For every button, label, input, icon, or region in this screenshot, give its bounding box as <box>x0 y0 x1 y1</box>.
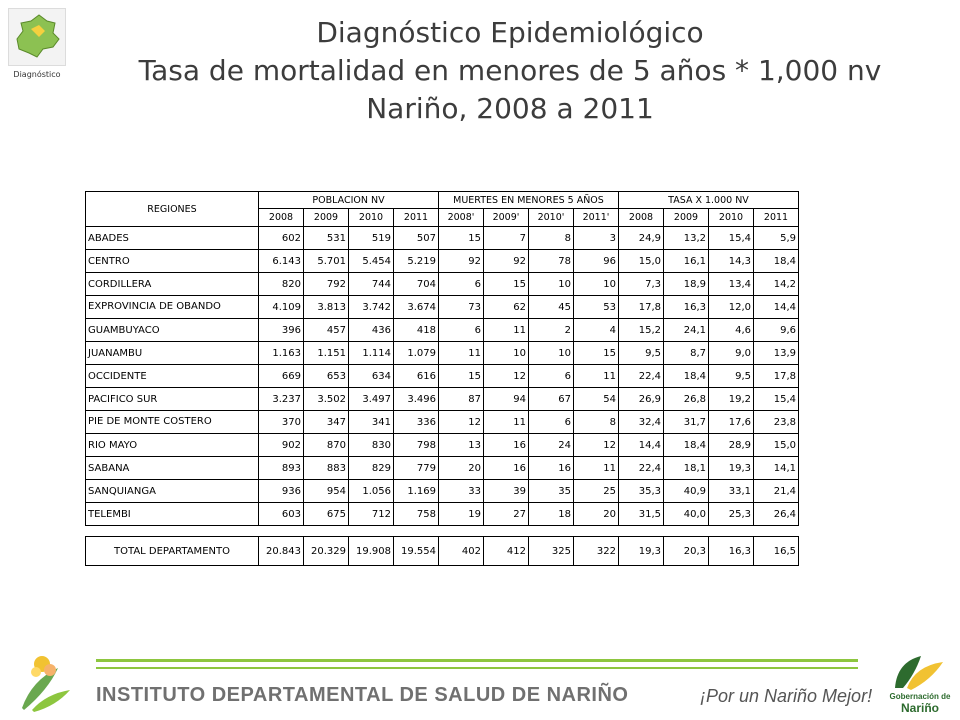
region-name: TELEMBI <box>86 503 259 526</box>
poblacion-cell: 418 <box>394 319 439 342</box>
muertes-cell: 20 <box>574 503 619 526</box>
muertes-cell: 402 <box>439 537 484 566</box>
poblacion-cell: 436 <box>349 319 394 342</box>
poblacion-cell: 5.454 <box>349 250 394 273</box>
poblacion-cell: 5.219 <box>394 250 439 273</box>
region-name: GUAMBUYACO <box>86 319 259 342</box>
tasa-cell: 15,0 <box>754 434 799 457</box>
poblacion-cell: 3.674 <box>394 296 439 319</box>
muertes-cell: 20 <box>439 457 484 480</box>
tasa-cell: 16,3 <box>664 296 709 319</box>
year-header: 2010' <box>529 209 574 227</box>
region-name: TOTAL DEPARTAMENTO <box>86 537 259 566</box>
footer-divider-1 <box>96 659 858 662</box>
muertes-cell: 24 <box>529 434 574 457</box>
muertes-cell: 6 <box>439 273 484 296</box>
tasa-cell: 32,4 <box>619 411 664 434</box>
muertes-cell: 45 <box>529 296 574 319</box>
muertes-cell: 92 <box>484 250 529 273</box>
year-header: 2011 <box>754 209 799 227</box>
table-row <box>86 457 799 480</box>
tasa-cell: 22,4 <box>619 365 664 388</box>
region-name: SANQUIANGA <box>86 480 259 503</box>
tasa-cell: 21,4 <box>754 480 799 503</box>
poblacion-cell: 902 <box>259 434 304 457</box>
tasa-cell: 33,1 <box>709 480 754 503</box>
tasa-cell: 23,8 <box>754 411 799 434</box>
muertes-cell: 7 <box>484 227 529 250</box>
region-name: PACIFICO SUR <box>86 388 259 411</box>
tasa-cell: 15,4 <box>709 227 754 250</box>
muertes-cell: 19 <box>439 503 484 526</box>
tasa-cell: 9,5 <box>709 365 754 388</box>
table-row <box>86 227 799 250</box>
tasa-cell: 9,5 <box>619 342 664 365</box>
tasa-cell: 16,1 <box>664 250 709 273</box>
muertes-cell: 35 <box>529 480 574 503</box>
poblacion-cell: 507 <box>394 227 439 250</box>
tasa-cell: 13,4 <box>709 273 754 296</box>
tasa-cell: 13,2 <box>664 227 709 250</box>
tasa-cell: 17,6 <box>709 411 754 434</box>
muertes-cell: 6 <box>529 411 574 434</box>
year-header: 2009' <box>484 209 529 227</box>
muertes-cell: 15 <box>574 342 619 365</box>
poblacion-cell: 370 <box>259 411 304 434</box>
poblacion-cell: 893 <box>259 457 304 480</box>
tasa-cell: 26,8 <box>664 388 709 411</box>
tasa-cell: 14,4 <box>754 296 799 319</box>
poblacion-cell: 3.502 <box>304 388 349 411</box>
institution-name: INSTITUTO DEPARTAMENTAL DE SALUD DE NARIÑO <box>96 684 629 706</box>
table-row <box>86 503 799 526</box>
tasa-cell: 24,1 <box>664 319 709 342</box>
muertes-cell: 73 <box>439 296 484 319</box>
tasa-cell: 7,3 <box>619 273 664 296</box>
poblacion-cell: 5.701 <box>304 250 349 273</box>
poblacion-cell: 519 <box>349 227 394 250</box>
table-row <box>86 434 799 457</box>
tasa-cell: 20,3 <box>664 537 709 566</box>
muertes-cell: 11 <box>484 319 529 342</box>
tasa-cell: 12,0 <box>709 296 754 319</box>
poblacion-cell: 20.843 <box>259 537 304 566</box>
header-tasa: TASA X 1.000 NV <box>619 192 799 209</box>
tasa-cell: 19,3 <box>619 537 664 566</box>
tasa-cell: 9,0 <box>709 342 754 365</box>
poblacion-cell: 531 <box>304 227 349 250</box>
tasa-cell: 31,5 <box>619 503 664 526</box>
muertes-cell: 10 <box>484 342 529 365</box>
region-name: CORDILLERA <box>86 273 259 296</box>
tasa-cell: 22,4 <box>619 457 664 480</box>
tasa-cell: 19,3 <box>709 457 754 480</box>
table-group-header-row <box>86 192 799 209</box>
tasa-cell: 14,2 <box>754 273 799 296</box>
gobernacion-line-1: Gobernación de <box>889 692 951 701</box>
muertes-cell: 12 <box>574 434 619 457</box>
muertes-cell: 11 <box>439 342 484 365</box>
tasa-cell: 19,2 <box>709 388 754 411</box>
year-header: 2008 <box>259 209 304 227</box>
muertes-cell: 6 <box>439 319 484 342</box>
muertes-cell: 27 <box>484 503 529 526</box>
tasa-cell: 18,4 <box>754 250 799 273</box>
poblacion-cell: 1.169 <box>394 480 439 503</box>
tasa-cell: 17,8 <box>619 296 664 319</box>
logo-caption: Diagnóstico <box>13 70 61 79</box>
header-muertes: MUERTES EN MENORES 5 AÑOS <box>439 192 619 209</box>
muertes-cell: 67 <box>529 388 574 411</box>
poblacion-cell: 457 <box>304 319 349 342</box>
title-line-3: Nariño, 2008 a 2011 <box>366 92 654 125</box>
poblacion-cell: 1.163 <box>259 342 304 365</box>
tasa-cell: 14,3 <box>709 250 754 273</box>
tasa-cell: 16,5 <box>754 537 799 566</box>
poblacion-cell: 602 <box>259 227 304 250</box>
muertes-cell: 78 <box>529 250 574 273</box>
table-row <box>86 365 799 388</box>
tasa-cell: 40,9 <box>664 480 709 503</box>
poblacion-cell: 798 <box>394 434 439 457</box>
muertes-cell: 412 <box>484 537 529 566</box>
poblacion-cell: 758 <box>394 503 439 526</box>
region-name: OCCIDENTE <box>86 365 259 388</box>
region-name: EXPROVINCIA DE OBANDO <box>86 296 259 319</box>
muertes-cell: 15 <box>484 273 529 296</box>
tasa-cell: 24,9 <box>619 227 664 250</box>
muertes-cell: 13 <box>439 434 484 457</box>
muertes-cell: 33 <box>439 480 484 503</box>
table-spacer <box>86 526 799 537</box>
region-name: ABADES <box>86 227 259 250</box>
tasa-cell: 40,0 <box>664 503 709 526</box>
muertes-cell: 10 <box>529 273 574 296</box>
slogan: ¡Por un Nariño Mejor! <box>700 686 873 706</box>
spacer-cell <box>86 526 799 537</box>
poblacion-cell: 704 <box>394 273 439 296</box>
muertes-cell: 2 <box>529 319 574 342</box>
poblacion-cell: 830 <box>349 434 394 457</box>
muertes-cell: 8 <box>529 227 574 250</box>
tasa-cell: 4,6 <box>709 319 754 342</box>
muertes-cell: 39 <box>484 480 529 503</box>
tasa-cell: 18,9 <box>664 273 709 296</box>
poblacion-cell: 829 <box>349 457 394 480</box>
tasa-cell: 15,4 <box>754 388 799 411</box>
poblacion-cell: 3.497 <box>349 388 394 411</box>
page-title <box>70 14 950 128</box>
year-header: 2010 <box>349 209 394 227</box>
muertes-cell: 12 <box>439 411 484 434</box>
muertes-cell: 92 <box>439 250 484 273</box>
muertes-cell: 16 <box>529 457 574 480</box>
poblacion-cell: 870 <box>304 434 349 457</box>
muertes-cell: 16 <box>484 434 529 457</box>
muertes-cell: 16 <box>484 457 529 480</box>
table-row <box>86 296 799 319</box>
muertes-cell: 11 <box>484 411 529 434</box>
muertes-cell: 322 <box>574 537 619 566</box>
muertes-cell: 18 <box>529 503 574 526</box>
poblacion-cell: 675 <box>304 503 349 526</box>
poblacion-cell: 3.496 <box>394 388 439 411</box>
region-name: JUANAMBU <box>86 342 259 365</box>
tasa-cell: 15,0 <box>619 250 664 273</box>
poblacion-cell: 347 <box>304 411 349 434</box>
poblacion-cell: 6.143 <box>259 250 304 273</box>
poblacion-cell: 341 <box>349 411 394 434</box>
muertes-cell: 87 <box>439 388 484 411</box>
gobernacion-line-2: Nariño <box>900 701 939 715</box>
tasa-cell: 14,1 <box>754 457 799 480</box>
tasa-cell: 31,7 <box>664 411 709 434</box>
tasa-cell: 35,3 <box>619 480 664 503</box>
tasa-cell: 26,4 <box>754 503 799 526</box>
year-header: 2008' <box>439 209 484 227</box>
year-header: 2009 <box>304 209 349 227</box>
tasa-cell: 28,9 <box>709 434 754 457</box>
poblacion-cell: 4.109 <box>259 296 304 319</box>
poblacion-cell: 603 <box>259 503 304 526</box>
narino-map-logo-icon <box>8 8 66 66</box>
table-row <box>86 411 799 434</box>
table-row <box>86 250 799 273</box>
total-row <box>86 537 799 566</box>
muertes-cell: 11 <box>574 365 619 388</box>
poblacion-cell: 1.151 <box>304 342 349 365</box>
gobernacion-logo-icon <box>885 648 955 718</box>
poblacion-cell: 1.079 <box>394 342 439 365</box>
table-row <box>86 319 799 342</box>
poblacion-cell: 336 <box>394 411 439 434</box>
year-header: 2011 <box>394 209 439 227</box>
tasa-cell: 16,3 <box>709 537 754 566</box>
poblacion-cell: 779 <box>394 457 439 480</box>
poblacion-cell: 744 <box>349 273 394 296</box>
muertes-cell: 62 <box>484 296 529 319</box>
region-name: SABANA <box>86 457 259 480</box>
poblacion-cell: 634 <box>349 365 394 388</box>
year-header: 2010 <box>709 209 754 227</box>
poblacion-cell: 653 <box>304 365 349 388</box>
muertes-cell: 10 <box>529 342 574 365</box>
poblacion-cell: 19.554 <box>394 537 439 566</box>
poblacion-cell: 396 <box>259 319 304 342</box>
title-line-1: Diagnóstico Epidemiológico <box>316 16 704 49</box>
tasa-cell: 15,2 <box>619 319 664 342</box>
muertes-cell: 53 <box>574 296 619 319</box>
year-header: 2009 <box>664 209 709 227</box>
year-header: 2008 <box>619 209 664 227</box>
tasa-cell: 13,9 <box>754 342 799 365</box>
poblacion-cell: 19.908 <box>349 537 394 566</box>
poblacion-cell: 883 <box>304 457 349 480</box>
flower-leaf-logo-icon <box>12 650 80 714</box>
muertes-cell: 8 <box>574 411 619 434</box>
footer <box>0 640 960 720</box>
muertes-cell: 325 <box>529 537 574 566</box>
poblacion-cell: 954 <box>304 480 349 503</box>
tasa-cell: 14,4 <box>619 434 664 457</box>
muertes-cell: 25 <box>574 480 619 503</box>
muertes-cell: 94 <box>484 388 529 411</box>
poblacion-cell: 936 <box>259 480 304 503</box>
region-name: CENTRO <box>86 250 259 273</box>
tasa-cell: 8,7 <box>664 342 709 365</box>
muertes-cell: 15 <box>439 227 484 250</box>
muertes-cell: 54 <box>574 388 619 411</box>
poblacion-cell: 712 <box>349 503 394 526</box>
poblacion-cell: 792 <box>304 273 349 296</box>
year-header: 2011' <box>574 209 619 227</box>
tasa-cell: 18,4 <box>664 434 709 457</box>
muertes-cell: 11 <box>574 457 619 480</box>
mortality-table <box>85 191 799 566</box>
poblacion-cell: 20.329 <box>304 537 349 566</box>
table-row <box>86 388 799 411</box>
poblacion-cell: 1.114 <box>349 342 394 365</box>
tasa-cell: 25,3 <box>709 503 754 526</box>
muertes-cell: 6 <box>529 365 574 388</box>
muertes-cell: 96 <box>574 250 619 273</box>
poblacion-cell: 3.742 <box>349 296 394 319</box>
header-regiones: REGIONES <box>86 192 259 227</box>
poblacion-cell: 616 <box>394 365 439 388</box>
region-name: PIE DE MONTE COSTERO <box>86 411 259 434</box>
poblacion-cell: 669 <box>259 365 304 388</box>
tasa-cell: 18,4 <box>664 365 709 388</box>
poblacion-cell: 1.056 <box>349 480 394 503</box>
tasa-cell: 17,8 <box>754 365 799 388</box>
table-row <box>86 273 799 296</box>
poblacion-cell: 3.237 <box>259 388 304 411</box>
footer-divider-2 <box>96 667 858 669</box>
header-poblacion: POBLACION NV <box>259 192 439 209</box>
muertes-cell: 15 <box>439 365 484 388</box>
table-row <box>86 342 799 365</box>
tasa-cell: 26,9 <box>619 388 664 411</box>
poblacion-cell: 820 <box>259 273 304 296</box>
muertes-cell: 10 <box>574 273 619 296</box>
poblacion-cell: 3.813 <box>304 296 349 319</box>
muertes-cell: 4 <box>574 319 619 342</box>
muertes-cell: 3 <box>574 227 619 250</box>
table-row <box>86 480 799 503</box>
region-name: RIO MAYO <box>86 434 259 457</box>
tasa-cell: 18,1 <box>664 457 709 480</box>
title-line-2: Tasa de mortalidad en menores de 5 años * 1,000 nv <box>138 54 882 87</box>
tasa-cell: 9,6 <box>754 319 799 342</box>
tasa-cell: 5,9 <box>754 227 799 250</box>
muertes-cell: 12 <box>484 365 529 388</box>
